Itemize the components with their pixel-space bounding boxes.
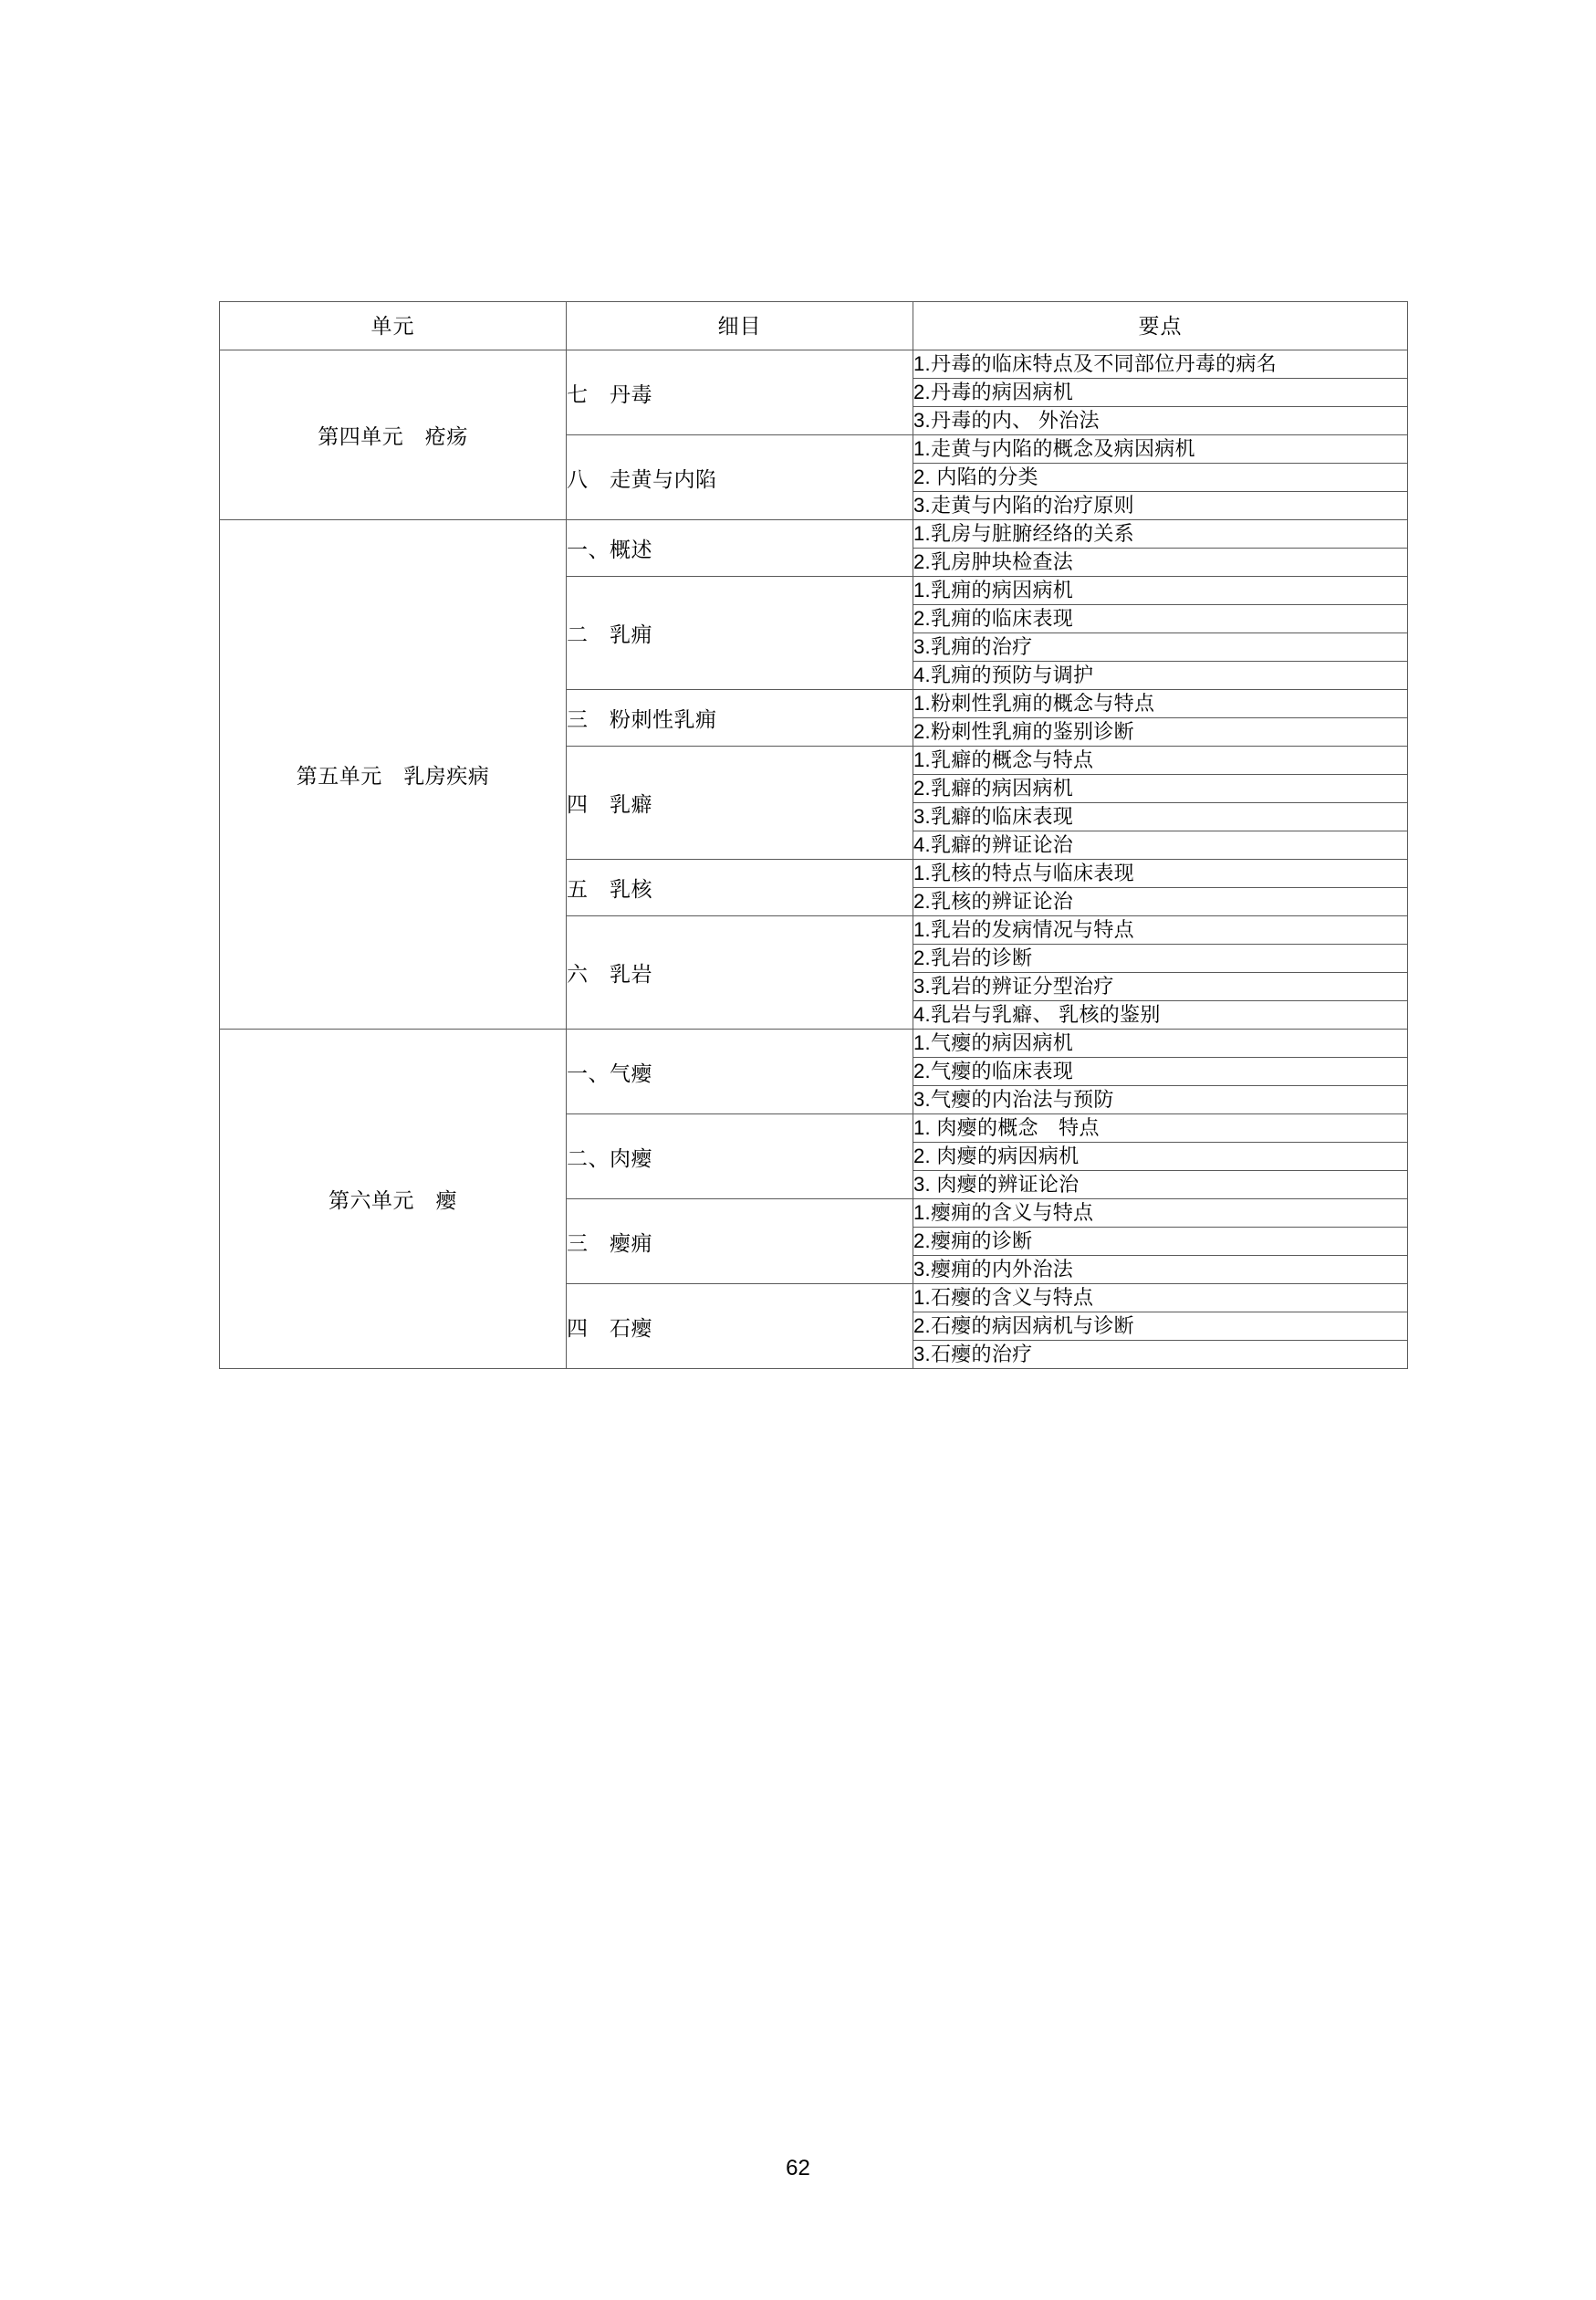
detail-cell: 七 丹毒 bbox=[567, 350, 913, 435]
point-cell: 4.乳岩与乳癖、 乳核的鉴别 bbox=[913, 1001, 1408, 1030]
detail-cell: 三 瘿痈 bbox=[567, 1199, 913, 1284]
table-body bbox=[220, 350, 1408, 1369]
column-header-point: 要点 bbox=[913, 302, 1408, 350]
detail-cell: 四 乳癖 bbox=[567, 747, 913, 860]
table-row bbox=[220, 1030, 1408, 1058]
point-cell: 1. 肉瘿的概念 特点 bbox=[913, 1114, 1408, 1143]
point-cell: 3.乳痈的治疗 bbox=[913, 633, 1408, 662]
unit-cell: 第五单元 乳房疾病 bbox=[220, 520, 567, 1030]
point-cell: 3.气瘿的内治法与预防 bbox=[913, 1086, 1408, 1114]
point-cell: 2.石瘿的病因病机与诊断 bbox=[913, 1312, 1408, 1341]
point-cell: 1.粉刺性乳痈的概念与特点 bbox=[913, 690, 1408, 718]
table-row bbox=[220, 350, 1408, 379]
point-cell: 3. 肉瘿的辨证论治 bbox=[913, 1171, 1408, 1199]
detail-cell: 一、气瘿 bbox=[567, 1030, 913, 1114]
detail-cell: 三 粉刺性乳痈 bbox=[567, 690, 913, 747]
point-cell: 1.气瘿的病因病机 bbox=[913, 1030, 1408, 1058]
detail-cell: 五 乳核 bbox=[567, 860, 913, 916]
column-header-detail: 细目 bbox=[567, 302, 913, 350]
detail-cell: 二 乳痈 bbox=[567, 577, 913, 690]
point-cell: 3.乳癖的临床表现 bbox=[913, 803, 1408, 831]
point-cell: 1.石瘿的含义与特点 bbox=[913, 1284, 1408, 1312]
point-cell: 2.乳房肿块检查法 bbox=[913, 549, 1408, 577]
point-cell: 3.走黄与内陷的治疗原则 bbox=[913, 492, 1408, 520]
point-cell: 2. 内陷的分类 bbox=[913, 464, 1408, 492]
detail-cell: 二、肉瘿 bbox=[567, 1114, 913, 1199]
detail-cell: 八 走黄与内陷 bbox=[567, 435, 913, 520]
point-cell: 4.乳痈的预防与调护 bbox=[913, 662, 1408, 690]
table-header bbox=[220, 302, 1408, 350]
point-cell: 3.乳岩的辨证分型治疗 bbox=[913, 973, 1408, 1001]
table-row bbox=[220, 520, 1408, 549]
point-cell: 3.瘿痈的内外治法 bbox=[913, 1256, 1408, 1284]
point-cell: 2.乳核的辨证论治 bbox=[913, 888, 1408, 916]
point-cell: 1.瘿痈的含义与特点 bbox=[913, 1199, 1408, 1228]
unit-cell: 第四单元 疮疡 bbox=[220, 350, 567, 520]
point-cell: 2.乳癖的病因病机 bbox=[913, 775, 1408, 803]
unit-cell: 第六单元 瘿 bbox=[220, 1030, 567, 1369]
point-cell: 1.走黄与内陷的概念及病因病机 bbox=[913, 435, 1408, 464]
detail-cell: 一、概述 bbox=[567, 520, 913, 577]
page-number: 62 bbox=[786, 2156, 810, 2180]
point-cell: 4.乳癖的辨证论治 bbox=[913, 831, 1408, 860]
point-cell: 2. 肉瘿的病因病机 bbox=[913, 1143, 1408, 1171]
point-cell: 2.乳痈的临床表现 bbox=[913, 605, 1408, 633]
point-cell: 3.丹毒的内、 外治法 bbox=[913, 407, 1408, 435]
point-cell: 2.瘿痈的诊断 bbox=[913, 1228, 1408, 1256]
detail-cell: 六 乳岩 bbox=[567, 916, 913, 1030]
point-cell: 1.乳癖的概念与特点 bbox=[913, 747, 1408, 775]
point-cell: 1.丹毒的临床特点及不同部位丹毒的病名 bbox=[913, 350, 1408, 379]
column-header-unit: 单元 bbox=[220, 302, 567, 350]
point-cell: 2.气瘿的临床表现 bbox=[913, 1058, 1408, 1086]
detail-cell: 四 石瘿 bbox=[567, 1284, 913, 1369]
header-row bbox=[220, 302, 1408, 350]
point-cell: 1.乳痈的病因病机 bbox=[913, 577, 1408, 605]
point-cell: 2.乳岩的诊断 bbox=[913, 945, 1408, 973]
point-cell: 1.乳核的特点与临床表现 bbox=[913, 860, 1408, 888]
point-cell: 2.粉刺性乳痈的鉴别诊断 bbox=[913, 718, 1408, 747]
point-cell: 3.石瘿的治疗 bbox=[913, 1341, 1408, 1369]
syllabus-table bbox=[219, 301, 1408, 1369]
point-cell: 2.丹毒的病因病机 bbox=[913, 379, 1408, 407]
point-cell: 1.乳房与脏腑经络的关系 bbox=[913, 520, 1408, 549]
point-cell: 1.乳岩的发病情况与特点 bbox=[913, 916, 1408, 945]
